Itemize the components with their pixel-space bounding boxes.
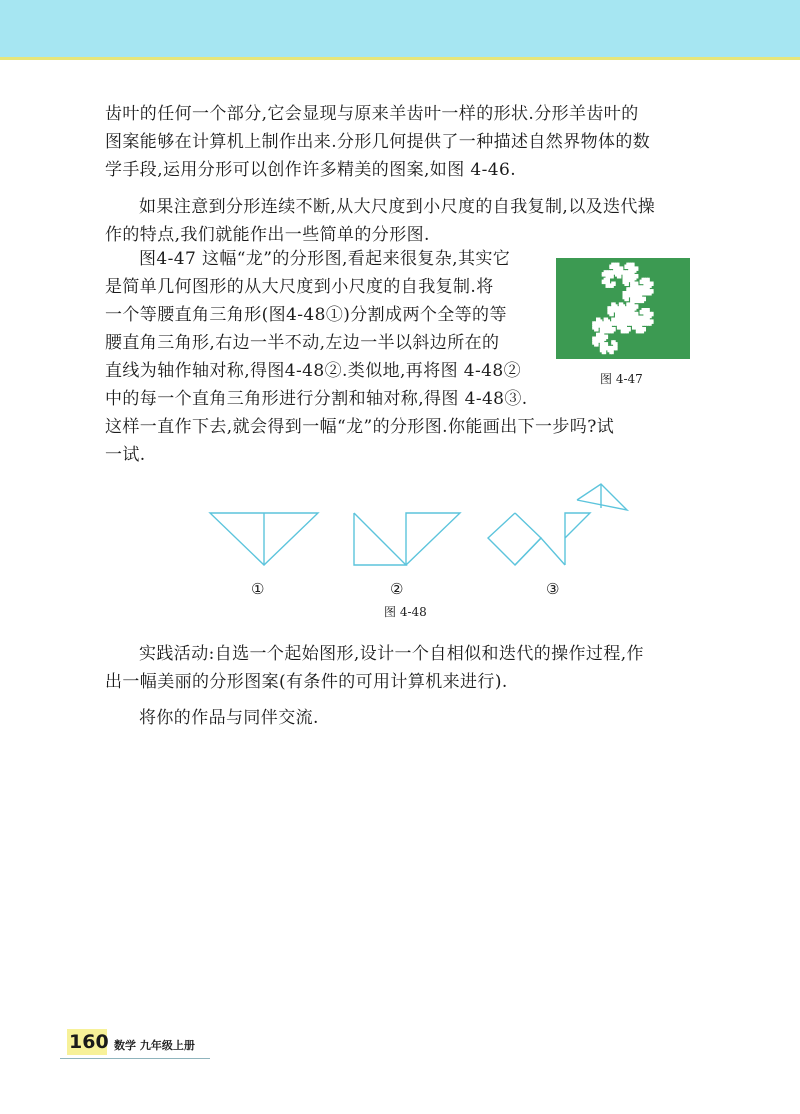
text-line: 腰直角三角形,右边一半不动,左边一半以斜边所在的: [105, 333, 500, 353]
header-rule: [0, 57, 800, 60]
figure-label-2: ②: [390, 580, 404, 598]
figure-label-1: ①: [251, 580, 265, 598]
text-line: 出一幅美丽的分形图案(有条件的可用计算机来进行).: [105, 672, 508, 692]
dragon-fractal-image: [556, 258, 690, 359]
figure-4-47-caption: 图 4-47: [600, 372, 643, 386]
paragraph-1: [105, 100, 703, 184]
paragraph-2: [105, 193, 703, 249]
text-line: 一个等腰直角三角形(图4-48①)分割成两个全等的等: [105, 305, 507, 325]
header-band: [0, 0, 800, 57]
figure-4-48-caption: 图 4-48: [384, 605, 427, 619]
triangle-step-1: [210, 513, 318, 565]
text-line: 齿叶的任何一个部分,它会显现与原来羊齿叶一样的形状.分形羊齿叶的: [105, 104, 639, 124]
triangle-step-3: [488, 484, 627, 565]
text-line: 一试.: [105, 445, 146, 465]
text-line: 实践活动:自选一个起始图形,设计一个自相似和迭代的操作过程,作: [139, 644, 644, 664]
triangle-step-2: [354, 513, 460, 565]
text-line: 是简单几何图形的从大尺度到小尺度的自我复制.将: [105, 277, 494, 297]
figure-4-48-diagram: [205, 478, 645, 578]
text-line: 直线为轴作轴对称,得图4-48②.类似地,再将图 4-48②: [105, 361, 521, 381]
footer-rule: [60, 1058, 210, 1059]
text-line: 学手段,运用分形可以创作许多精美的图案,如图 4-46.: [105, 160, 517, 180]
paragraph-share: [105, 704, 703, 732]
text-line: 中的每一个直角三角形进行分割和轴对称,得图 4-48③.: [105, 389, 528, 409]
text-line: 图案能够在计算机上制作出来.分形几何提供了一种描述自然界物体的数: [105, 132, 651, 152]
page-number: 160: [69, 1031, 109, 1053]
text-line: 图4-47 这幅“龙”的分形图,看起来很复杂,其实它: [139, 249, 511, 269]
text-line: 这样一直作下去,就会得到一幅“龙”的分形图.你能画出下一步吗?试: [105, 417, 615, 437]
paragraph-activity: [105, 640, 703, 696]
text-line: 如果注意到分形连续不断,从大尺度到小尺度的自我复制,以及迭代操: [139, 197, 656, 217]
fractal-cell: [611, 342, 614, 345]
figure-label-3: ③: [546, 580, 560, 598]
book-title: 数学 九年级上册: [114, 1039, 195, 1052]
text-line: 将你的作品与同伴交流.: [139, 708, 319, 728]
text-line: 作的特点,我们就能作出一些简单的分形图.: [105, 225, 430, 245]
